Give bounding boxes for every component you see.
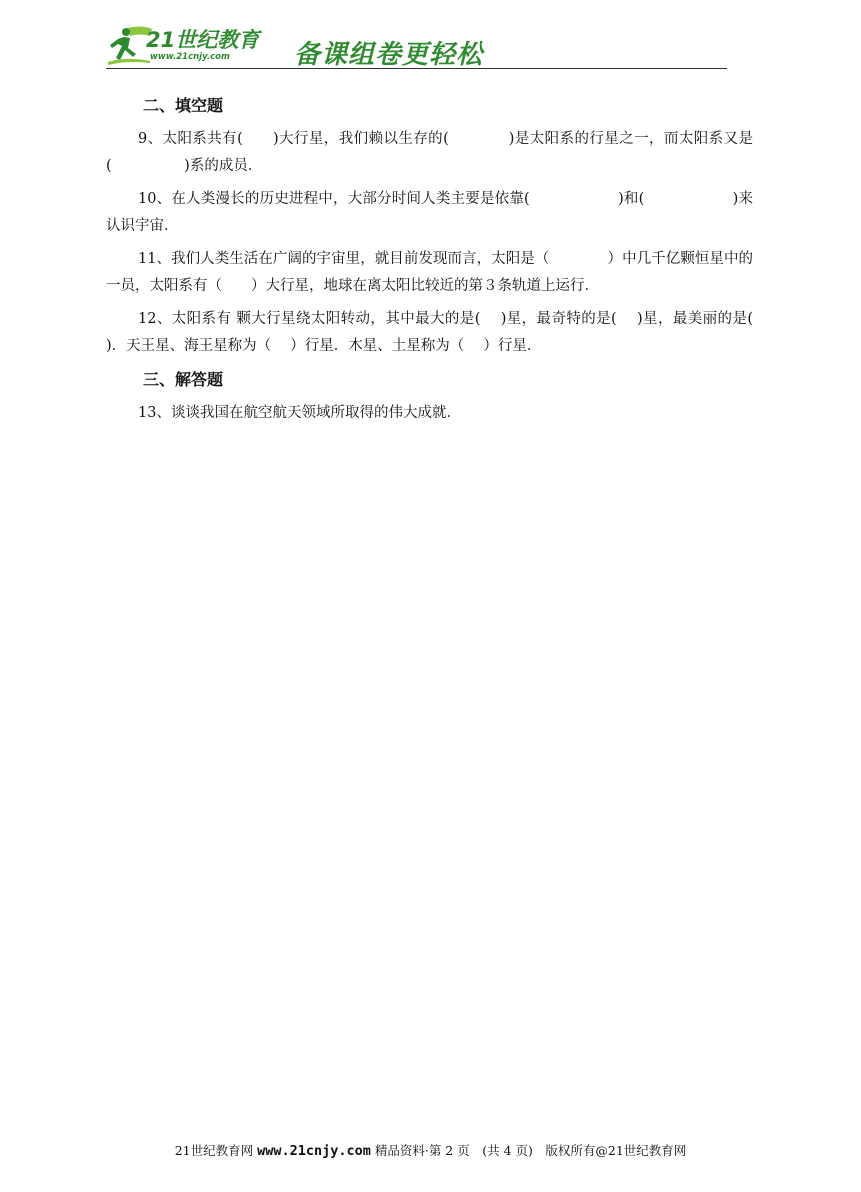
question-11: 11、我们人类生活在广阔的宇宙里，就目前发现而言，太阳是（ ）中几千亿颗恒星中的一员，太阳系有（ ）大行星，地球在离太阳比较近的第３条轨道上运行． [106,251,753,294]
section-heading-fill-in: 二、填空题 [143,96,224,115]
question-13: 13、谈谈我国在航空航天领域所取得的伟大成就． [138,405,461,421]
footer-page-info: 精品资料·第 2 页 (共 4 页) 版权所有@21世纪教育网 [374,1143,687,1158]
section-heading-answer: 三、解答题 [143,370,224,389]
document-body [106,92,773,429]
footer-prefix: 21世纪教育网 [174,1143,254,1158]
question-10: 10、在人类漫长的历史进程中，大部分时间人类主要是依靠( )和( )来认识宇宙． [106,191,753,234]
page-header [106,22,726,72]
page-footer [0,1141,861,1159]
footer-site-link[interactable]: www.21cnjy.com [257,1143,371,1159]
question-9: 9、太阳系共有( )大行星，我们赖以生存的( )是太阳系的行星之一，而太阳系又是( )系的成员． [106,131,753,174]
brand-name: 21世纪教育 [146,28,260,52]
question-12: 12、太阳系有 颗大行星绕太阳转动，其中最大的是( )星，最奇特的是( )星，最美丽的是( )．天王星、海王星称为（ ）行星．木星、土星称为（ ）行星． [106,311,773,354]
logo [106,22,296,68]
header-slogan: 备课组卷更轻松 [294,40,484,70]
header-divider [106,68,727,69]
brand-url: www.21cnjy.com [150,52,230,62]
